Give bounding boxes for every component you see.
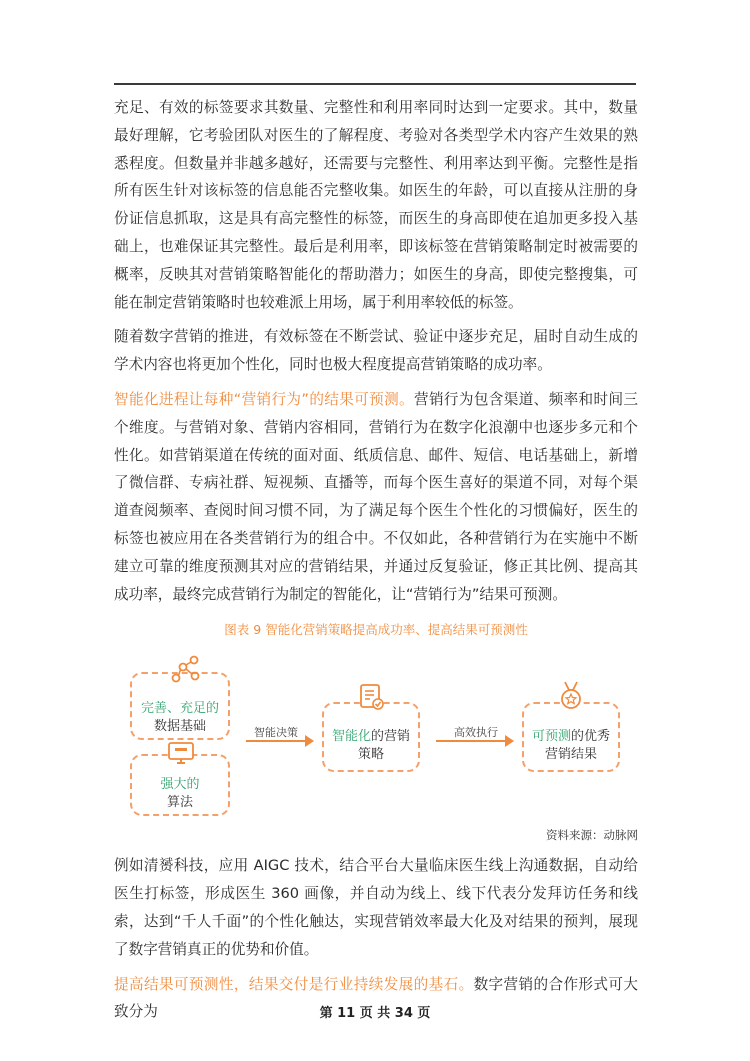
result-black1: 的优秀 xyxy=(571,729,611,745)
strategy-black2: 策略 xyxy=(357,747,384,763)
paragraph-example: 例如清赟科技，应用 AIGC 技术，结合平台大量临床医生线上沟通数据，自动给医生打标签，形成医生 360 画像，并自动为线上、线下代表分发拜访任务和线索，达到“千人千面”的个性化触达，实现营销效率最大化及对结果的预判，展现了数字营销真正的优势和价值。 xyxy=(114,857,638,958)
strategy-green: 智能化 xyxy=(331,729,371,745)
data-foundation-green: 完善、充足的 xyxy=(140,701,219,717)
result-green: 可预测 xyxy=(531,729,571,745)
data-foundation-black: 数据基础 xyxy=(153,719,206,735)
paragraph-tags: 充足、有效的标签要求其数量、完整性和利用率同时达到一定要求。其中，数量最好理解，它考验团队对医生的了解程度、考验对各类型学术内容产生效果的熟悉程度。但数量并非越多越好，还需要与完整性、利用率达到平衡。完整性是指所有医生针对该标签的信息能否完整收集。如医生的年龄，可以直接从注册的身份证信息抓取，这是具有高完整性的标签，而医生的身高即使在追加更多投入基础上，也难保证其完整性。最后是利用率，即该标签在营销策略制定时被需要的概率，反映其对营销策略智能化的帮助潜力；如医生的身高，即使完整搜集，可能在制定营销策略时也较难派上用场，属于利用率较低的标签。 xyxy=(114,99,638,311)
arrow1-label: 智能决策 xyxy=(254,726,298,740)
strategy-box xyxy=(322,702,420,772)
document-check-icon xyxy=(359,682,385,712)
arrow-decision xyxy=(246,740,312,742)
result-black2: 营销结果 xyxy=(544,747,597,763)
figure-source: 资料来源：动脉网 xyxy=(546,828,638,843)
behavior-text: 营销行为包含渠道、频率和时间三个维度。与营销对象、营销内容相同，营销行为在数字化浪潮中也逐步多元和个性化。如营销渠道在传统的面对面、纸质信息、邮件、短信、电话基础上，新增了微信群、专病社群、短视频、直播等，而每个医生喜好的渠道不同，对每个渠道查阅频率、查阅时间习惯不同，为了满足每个医生个性化的习惯偏好，医生的标签也被应用在各类营销行为的组合中。不仅如此，各种营销行为在实施中不断建立可靠的维度预测其对应的营销结果，并通过反复验证，修正其比例、提高其成功率，最终完成营销行为制定的智能化，让“营销行为”结果可预测。 xyxy=(114,390,638,603)
medal-icon xyxy=(558,680,584,712)
algorithm-green: 强大的 xyxy=(160,777,200,793)
strategy-black1: 的营销 xyxy=(371,729,411,745)
document-body xyxy=(114,94,638,1033)
figure-caption: 图表 9 智能化营销策略提高成功率、提高结果可预测性 xyxy=(224,622,528,638)
highlight-behavior: 智能化进程让每种“营销行为”的结果可预测。 xyxy=(114,390,415,408)
page-number: 第 11 页 共 34 页 xyxy=(319,1006,431,1021)
strategy-diagram xyxy=(114,654,638,820)
paragraph-behavior xyxy=(114,386,638,608)
monitor-icon xyxy=(167,741,195,767)
paragraph-digital: 随着数字营销的推进，有效标签在不断尝试、验证中逐步充足，届时自动生成的学术内容也将更加个性化，同时也极大程度提高营销策略的成功率。 xyxy=(114,328,638,374)
network-icon xyxy=(170,654,200,684)
result-box xyxy=(522,702,620,772)
header-rule xyxy=(114,83,636,85)
algorithm-black: 算法 xyxy=(166,795,193,811)
highlight-predictability: 提高结果可预测性，结果交付是行业持续发展的基石。 xyxy=(114,975,474,993)
predictability-text: 数字营销的合作形式可大致分为 xyxy=(114,975,638,1021)
arrow2-label: 高效执行 xyxy=(454,726,498,740)
arrow-execution xyxy=(436,740,512,742)
